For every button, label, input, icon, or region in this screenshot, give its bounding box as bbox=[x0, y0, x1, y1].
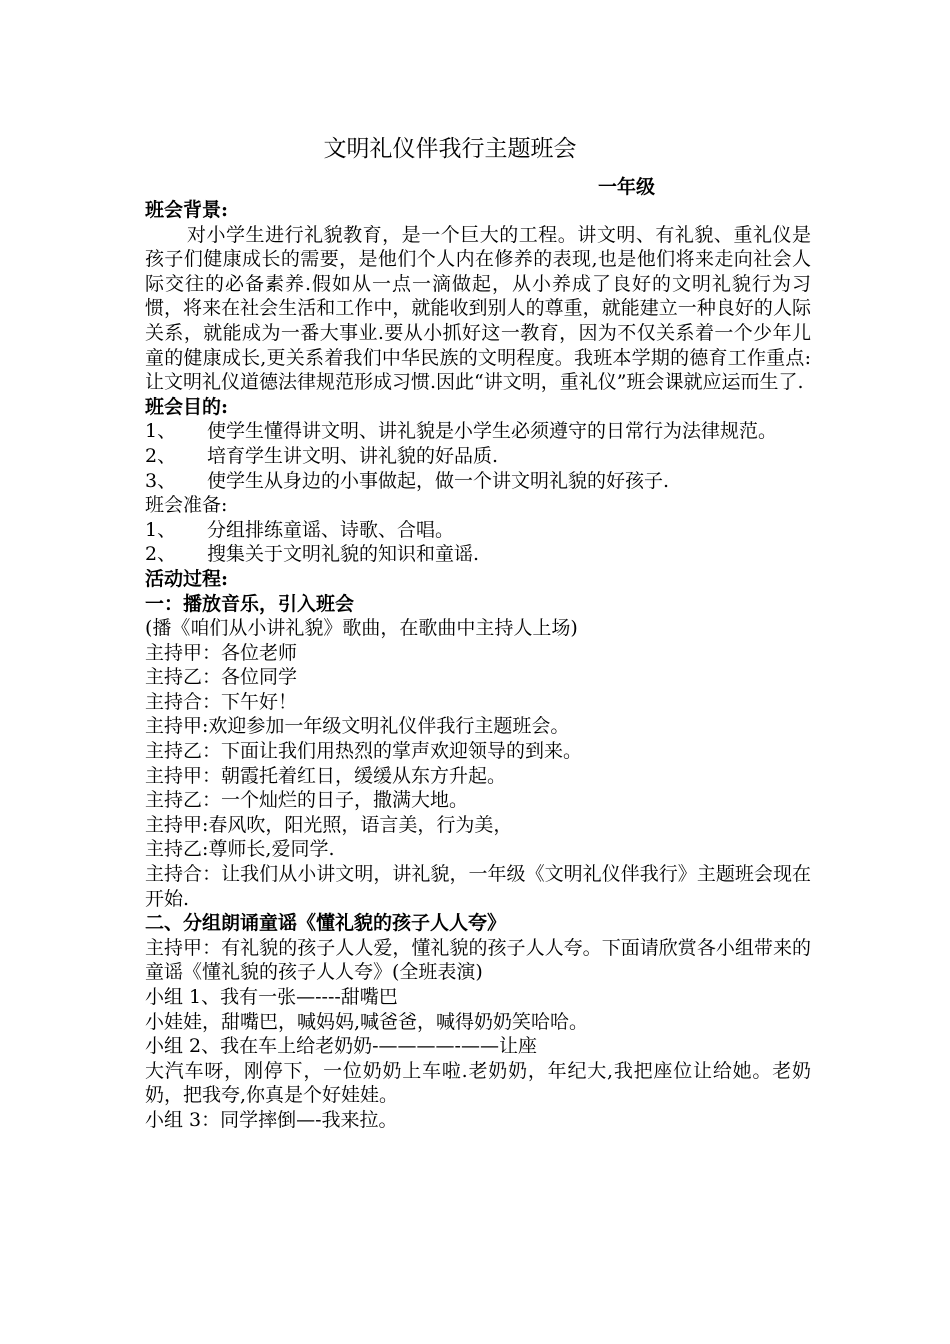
section-2-heading: 二、分组朗诵童谣《懂礼貌的孩子人人夸》 bbox=[145, 912, 507, 935]
purpose-item bbox=[145, 469, 811, 494]
prep-item bbox=[145, 542, 811, 567]
script-line: (播《咱们从小讲礼貌》歌曲，在歌曲中主持人上场) bbox=[145, 617, 578, 640]
script-line: 主持乙：下面让我们用热烈的掌声欢迎领导的到来。 bbox=[145, 740, 583, 763]
purpose-item bbox=[145, 419, 811, 444]
prep-item bbox=[145, 518, 811, 543]
script-line: 大汽车呀，刚停下，一位奶奶上车啦.老奶奶，年纪大,我把座位让给她。老奶奶，把我夸,你真是个好娃娃。 bbox=[145, 1059, 811, 1107]
script-line: 主持甲:春风吹，阳光照，语言美，行为美， bbox=[145, 813, 513, 836]
process-heading: 活动过程: bbox=[145, 567, 229, 590]
purpose-item-number: 3、 bbox=[145, 469, 177, 492]
purpose-item-text: 培育学生讲文明、讲礼貌的好品质. bbox=[207, 444, 499, 467]
purpose-item-number: 2、 bbox=[145, 444, 177, 467]
script-line: 小组 2、我在车上给老奶奶-————-——让座 bbox=[145, 1035, 537, 1058]
prep-heading: 班会准备: bbox=[145, 494, 228, 517]
script-line: 小组 1、我有一张—----甜嘴巴 bbox=[145, 986, 398, 1008]
script-line: 主持乙：各位同学 bbox=[145, 666, 298, 689]
background-paragraph: 对小学生进行礼貌教育，是一个巨大的工程。讲文明、有礼貌、重礼仪是孩子们健康成长的需要，是他们个人内在修养的表现,也是他们将来走向社会人际交往的必备素养.假如从一点一滴做起，从小养成了良好的文明礼貌行为习惯，将来在社会生活和工作中，就能收到别人的尊重，就能建立一种良好的人际关系，就能成为一番大事业.要从小抓好这一教育，因为不仅关系着一个少年儿童的健康成长,更关系着我们中华民族的文明程度。我班本学期的德育工作重点:让文明礼仪道德法律规范形成习惯.因此“讲文明，重礼仪”班会课就应运而生了. bbox=[145, 223, 811, 394]
purpose-item-text: 使学生从身边的小事做起，做一个讲文明礼貌的好孩子. bbox=[207, 469, 670, 492]
prep-item-number: 2、 bbox=[145, 543, 177, 566]
script-line: 主持甲：有礼貌的孩子人人爱，懂礼貌的孩子人人夸。下面请欣赏各小组带来的童谣《懂礼貌的孩子人人夸》(全班表演) bbox=[145, 936, 811, 984]
script-line: 小组 3：同学摔倒—-我来拉。 bbox=[145, 1108, 398, 1131]
purpose-heading: 班会目的: bbox=[145, 395, 229, 418]
script-line: 主持合：下午好！ bbox=[145, 690, 298, 713]
script-line: 主持合：让我们从小讲文明，讲礼貌，一年级《文明礼仪伴我行》主题班会现在开始. bbox=[145, 863, 811, 910]
script-line: 小娃娃，甜嘴巴，喊妈妈,喊爸爸，喊得奶奶笑哈哈。 bbox=[145, 1010, 589, 1033]
script-line: 主持乙:尊师长,爱同学. bbox=[145, 838, 335, 861]
section-1-heading: 一：播放音乐，引入班会 bbox=[145, 592, 355, 615]
document-body bbox=[145, 198, 811, 1133]
purpose-item-text: 使学生懂得讲文明、讲礼貌是小学生必须遵守的日常行为法律规范。 bbox=[207, 420, 778, 443]
grade-label: 一年级 bbox=[598, 176, 656, 198]
script-line: 主持乙：一个灿烂的日子，撒满大地。 bbox=[145, 789, 469, 812]
page-title: 文明礼仪伴我行主题班会 bbox=[323, 136, 577, 162]
script-line: 主持甲：朝霞托着红日，缓缓从东方升起。 bbox=[145, 764, 507, 787]
prep-item-number: 1、 bbox=[145, 518, 177, 541]
prep-item-text: 分组排练童谣、诗歌、合唱。 bbox=[207, 518, 455, 541]
purpose-item bbox=[145, 444, 811, 469]
script-line: 主持甲：各位老师 bbox=[145, 641, 298, 664]
script-line: 主持甲:欢迎参加一年级文明礼仪伴我行主题班会。 bbox=[145, 715, 570, 738]
purpose-item-number: 1、 bbox=[145, 420, 177, 443]
background-heading: 班会背景: bbox=[145, 199, 229, 221]
prep-item-text: 搜集关于文明礼貌的知识和童谣. bbox=[207, 543, 480, 566]
